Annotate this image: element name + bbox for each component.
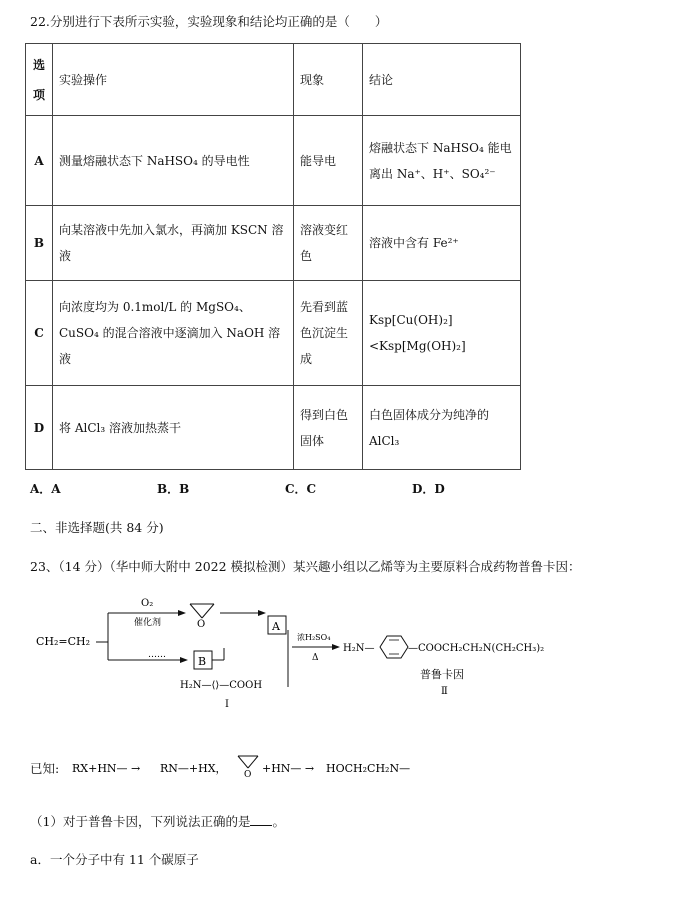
row-option: D [26, 386, 53, 470]
table-row [26, 116, 521, 206]
dots-label: …… [148, 650, 166, 660]
answer-blank[interactable] [250, 813, 272, 826]
product-name: 普鲁卡因 [420, 668, 464, 681]
row-conclusion: 熔融状态下 NaHSO₄ 能电离出 Na⁺、H⁺、SO₄²⁻ [363, 116, 521, 206]
box-a-label: A [272, 620, 280, 633]
rxn1-right: RN—+HX， [160, 762, 227, 775]
header-operation: 实验操作 [53, 44, 294, 116]
product-right: —COOCH₂CH₂N(CH₂CH₃)₂ [408, 643, 545, 654]
option-a-text: a．一个分子中有 11 个碳原子 [30, 852, 199, 867]
header-phenomenon: 现象 [294, 44, 363, 116]
row-conclusion: 溶液中含有 Fe²⁺ [363, 206, 521, 281]
epoxide-icon [238, 756, 258, 780]
rxn1-left: RX+HN— → [72, 762, 141, 775]
ethylene-formula: CH₂=CH₂ [36, 635, 91, 648]
experiment-table [25, 43, 521, 470]
row-option: B [26, 206, 53, 281]
row-conclusion: 白色固体成分为纯净的 AlCl₃ [363, 386, 521, 470]
benzene-ring-icon [380, 636, 408, 658]
compound-i: H₂N—⟨⟩—COOH [180, 680, 263, 691]
row-phenomenon: 能导电 [294, 116, 363, 206]
catalyst-label: 催化剂 [134, 618, 162, 628]
choice-c[interactable]: C．C [285, 482, 317, 496]
choice-d[interactable]: D．D [412, 482, 445, 496]
choice-b[interactable]: B．B [157, 482, 190, 496]
header-option: 选项 [26, 44, 53, 116]
section-2-title: 二、非选择题(共 84 分) [30, 520, 164, 535]
heat-label: Δ [312, 653, 319, 663]
header-conclusion: 结论 [363, 44, 521, 116]
acid-condition: 浓H₂SO₄ [297, 633, 331, 642]
sub-question-1-end: 。 [272, 814, 285, 829]
row-option: C [26, 281, 53, 386]
row-operation: 向某溶液中先加入氯水，再滴加 KSCN 溶液 [53, 206, 294, 281]
known-reactions [70, 748, 470, 784]
question-23-stem: 23、（14 分）（华中师大附中 2022 模拟检测）某兴趣小组以乙烯等为主要原料合成药物普鲁卡因： [30, 559, 581, 574]
arrowhead-icon [178, 610, 186, 616]
compound-i-label: I [225, 699, 229, 710]
synthesis-scheme [0, 590, 674, 710]
row-phenomenon: 先看到蓝色沉淀生成 [294, 281, 363, 386]
sub-question-1-text: （1）对于普鲁卡因，下列说法正确的是 [30, 814, 251, 829]
table-row [26, 206, 521, 281]
svg-text:O: O [244, 770, 252, 780]
sub-question-1 [30, 812, 285, 830]
rxn2-right: HOCH₂CH₂N— [326, 762, 411, 775]
row-operation: 将 AlCl₃ 溶液加热蒸干 [53, 386, 294, 470]
choice-a[interactable]: A．A [30, 482, 61, 496]
row-operation: 测量熔融状态下 NaHSO₄ 的导电性 [53, 116, 294, 206]
row-phenomenon: 溶液变红色 [294, 206, 363, 281]
row-conclusion: Ksp[Cu(OH)₂]<Ksp[Mg(OH)₂] [363, 281, 521, 386]
rxn2-mid: +HN— → [262, 762, 315, 775]
arrowhead-icon [258, 610, 266, 616]
known-label: 已知: [30, 761, 60, 776]
table-row [26, 281, 521, 386]
epoxide-icon [190, 604, 214, 630]
row-operation: 向浓度均为 0.1mol/L 的 MgSO₄、CuSO₄ 的混合溶液中逐滴加入 NaOH 溶液 [53, 281, 294, 386]
row-option: A [26, 116, 53, 206]
arrowhead-icon [180, 657, 188, 663]
reagent-o2: O₂ [141, 598, 154, 609]
table-header-row [26, 44, 521, 116]
svg-text:O: O [197, 619, 206, 630]
question-22-stem: 22.分别进行下表所示实验，实验现象和结论均正确的是（ ） [30, 14, 388, 29]
table-row [26, 386, 521, 470]
row-phenomenon: 得到白色固体 [294, 386, 363, 470]
arrowhead-icon [332, 644, 340, 650]
box-b-label: B [198, 655, 207, 668]
product-label: Ⅱ [441, 686, 448, 697]
product-left: H₂N— [343, 643, 375, 654]
